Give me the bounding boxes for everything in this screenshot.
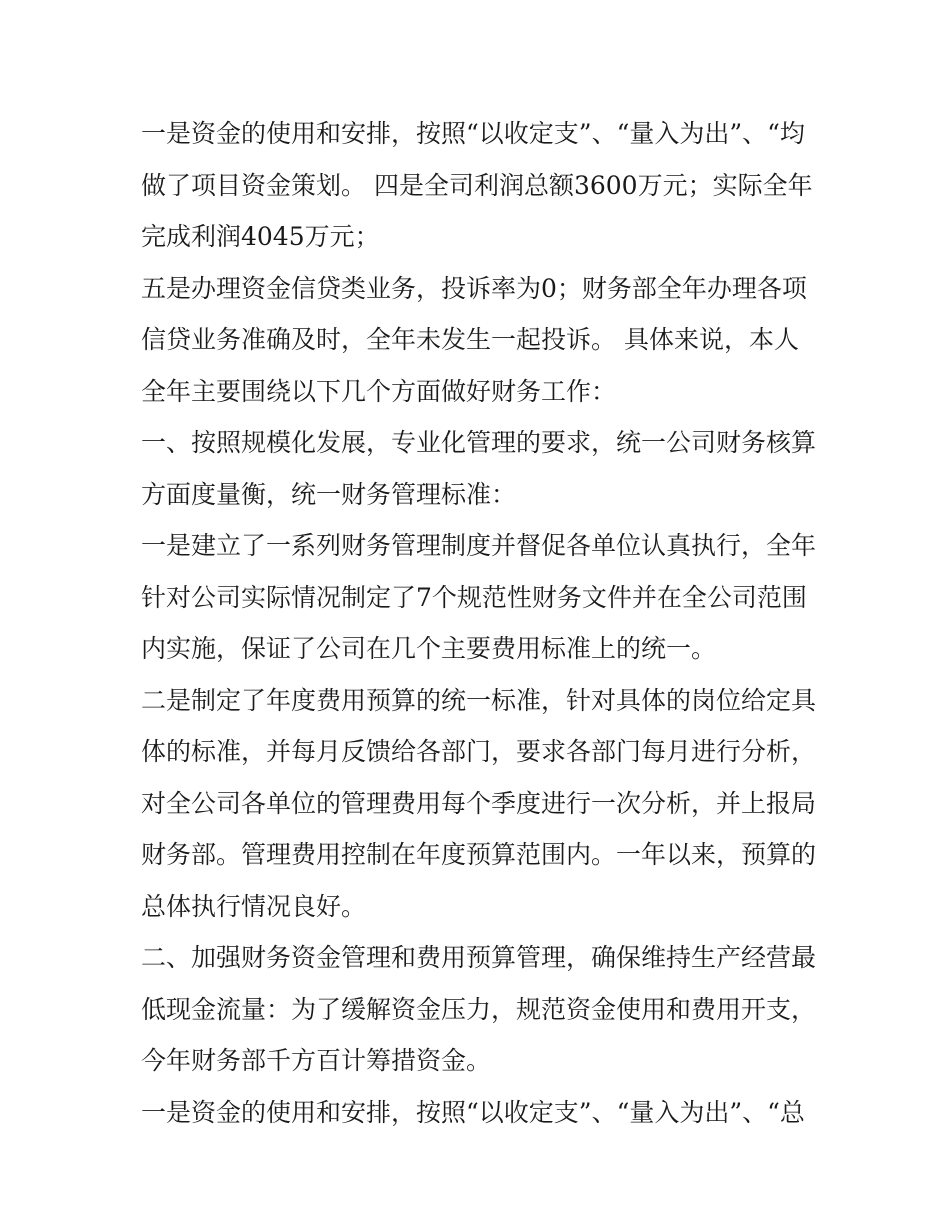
text-line: 对全公司各单位的管理费用每个季度进行一次分析，并上报局 (141, 788, 817, 818)
text-line: 五是办理资金信贷类业务，投诉率为0；财务部全年办理各项 (141, 273, 807, 303)
text-line: 全年主要围绕以下几个方面做好财务工作： (141, 376, 617, 406)
text-line: 内实施，保证了公司在几个主要费用标准上的统一。 (141, 634, 717, 663)
text-line: 二是制定了年度费用预算的统一标准，针对具体的岗位给定具 (141, 685, 817, 715)
text-line: 低现金流量：为了缓解资金压力，规范资金使用和费用开支， (141, 994, 817, 1024)
body-text (141, 108, 831, 1138)
text-line: 完成利润4045万元； (141, 222, 380, 251)
text-line: 今年财务部千方百计筹措资金。 (141, 1046, 492, 1075)
text-line: 财务部。管理费用控制在年度预算范围内。一年以来，预算的 (141, 840, 817, 869)
text-line: 一是资金的使用和安排，按照“以收定支”、“量入为出”、“总 (141, 1097, 805, 1127)
text-line: 一是资金的使用和安排，按照“以收定支”、“量入为出”、“均 (141, 119, 805, 148)
text-line: 方面度量衡，统一财务管理标准： (141, 479, 517, 509)
text-line: 二、加强财务资金管理和费用预算管理，确保维持生产经营最 (141, 943, 817, 972)
text-line: 一、按照规模化发展，专业化管理的要求，统一公司财务核算 (141, 428, 817, 457)
text-line: 信贷业务准确及时，全年未发生一起投诉。 具体来说，本人 (141, 325, 799, 354)
text-line: 一是建立了一系列财务管理制度并督促各单位认真执行，全年 (141, 531, 817, 560)
text-line: 体的标准，并每月反馈给各部门，要求各部门每月进行分析， (141, 737, 817, 766)
text-line: 针对公司实际情况制定了7个规范性财务文件并在全公司范围 (141, 582, 807, 612)
text-line: 总体执行情况良好。 (141, 891, 367, 921)
text-line: 做了项目资金策划。 四是全司利润总额3600万元；实际全年 (141, 170, 813, 200)
